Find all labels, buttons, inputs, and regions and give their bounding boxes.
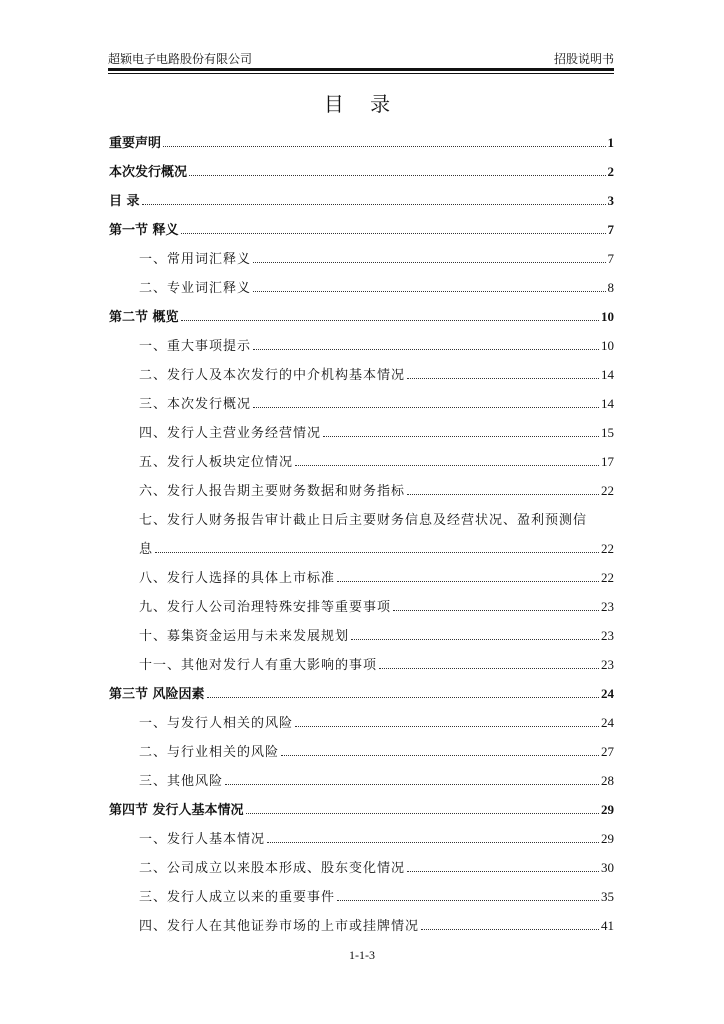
toc-dot-leader	[253, 262, 605, 263]
toc-dot-leader	[295, 465, 599, 466]
toc-dot-leader	[337, 900, 599, 901]
page-title: 目 录	[323, 92, 401, 116]
toc-entry-page: 24	[601, 686, 614, 701]
toc-dot-leader	[407, 494, 599, 495]
toc-entry-page: 29	[601, 802, 614, 817]
toc-entry-label: 三、其他风险	[139, 774, 224, 789]
toc-subsection-entry[interactable]	[109, 412, 614, 441]
toc-dot-leader	[155, 552, 599, 553]
toc-entry-page: 17	[601, 454, 614, 469]
toc-subsection-entry[interactable]	[109, 876, 614, 905]
header-company: 超颖电子电路股份有限公司	[108, 52, 253, 66]
toc-dot-leader	[393, 610, 599, 611]
toc-entry-page: 35	[601, 889, 614, 904]
toc-entry-page: 14	[601, 367, 614, 382]
toc-dot-leader	[246, 813, 599, 814]
toc-entry-label: 三、发行人成立以来的重要事件	[139, 890, 336, 905]
toc-subsection-entry[interactable]	[109, 354, 614, 383]
toc-entry-page: 30	[601, 860, 614, 875]
toc-entry-page: 3	[607, 193, 614, 208]
toc-entry-label: 五、发行人板块定位情况	[139, 455, 294, 470]
toc-subsection-entry[interactable]	[109, 528, 614, 557]
toc-entry-label: 第一节 释义	[109, 223, 179, 238]
toc-entry-page: 8	[607, 280, 614, 295]
toc-dot-leader	[421, 929, 599, 930]
toc-entry-page: 7	[607, 222, 614, 237]
toc-entry-page: 27	[601, 744, 614, 759]
toc-entry-label: 四、发行人主营业务经营情况	[139, 426, 322, 441]
toc-entry-label: 一、发行人基本情况	[139, 832, 266, 847]
toc-section-entry[interactable]	[109, 151, 614, 180]
toc-subsection-entry[interactable]	[109, 267, 614, 296]
toc-dot-leader	[407, 378, 599, 379]
toc-dot-leader	[225, 784, 599, 785]
toc-dot-leader	[189, 175, 605, 176]
toc-entry-page: 22	[601, 483, 614, 498]
toc-subsection-entry[interactable]	[109, 615, 614, 644]
toc-dot-leader	[407, 871, 599, 872]
toc-subsection-entry[interactable]	[109, 905, 614, 934]
toc-entry-label: 一、重大事项提示	[139, 339, 252, 354]
header-doc-type: 招股说明书	[553, 52, 614, 66]
toc-dot-leader	[181, 320, 599, 321]
toc-entry-label: 目 录	[109, 194, 140, 209]
toc-subsection-entry[interactable]	[109, 818, 614, 847]
toc-subsection-entry[interactable]	[109, 644, 614, 673]
toc-entry-page: 7	[607, 251, 614, 266]
toc-entry-label: 十一、其他对发行人有重大影响的事项	[139, 658, 378, 673]
toc-entry-page: 1	[607, 135, 614, 150]
toc-entry-page: 22	[601, 570, 614, 585]
page-header	[108, 50, 614, 68]
toc-entry-page: 41	[601, 918, 614, 933]
toc-section-entry[interactable]	[109, 122, 614, 151]
toc-subsection-entry[interactable]	[109, 441, 614, 470]
toc-entry-label: 三、本次发行概况	[139, 397, 252, 412]
toc-entry-page: 22	[601, 541, 614, 556]
toc-subsection-entry[interactable]	[109, 325, 614, 354]
toc-subsection-entry[interactable]	[109, 383, 614, 412]
toc-subsection-entry[interactable]	[109, 702, 614, 731]
toc-entry-page: 23	[601, 628, 614, 643]
toc-entry-page: 10	[601, 309, 614, 324]
toc-entry-label: 重要声明	[109, 136, 162, 151]
toc-entry-label: 二、专业词汇释义	[139, 281, 252, 296]
toc-entry-label: 四、发行人在其他证券市场的上市或挂牌情况	[139, 919, 420, 934]
toc-entry-label: 一、常用词汇释义	[139, 252, 252, 267]
toc-entry-page: 10	[601, 338, 614, 353]
toc-dot-leader	[253, 291, 605, 292]
toc-subsection-entry[interactable]	[109, 731, 614, 760]
toc-dot-leader	[253, 349, 599, 350]
toc-subsection-entry[interactable]	[109, 760, 614, 789]
toc-entry-page: 2	[607, 164, 614, 179]
toc-entry-label: 息	[139, 542, 154, 557]
toc-dot-leader	[337, 581, 599, 582]
toc-entry-page: 24	[601, 715, 614, 730]
header-rule-thin	[108, 73, 614, 74]
toc-entry-label: 九、发行人公司治理特殊安排等重要事项	[139, 600, 392, 615]
toc-entry-label: 本次发行概况	[109, 165, 188, 180]
toc-section-entry[interactable]	[109, 673, 614, 702]
toc-entry-label: 第三节 风险因素	[109, 687, 205, 702]
toc-dot-leader	[281, 755, 599, 756]
toc-section-entry[interactable]	[109, 296, 614, 325]
toc-entry-page: 28	[601, 773, 614, 788]
table-of-contents	[109, 122, 614, 934]
toc-dot-leader	[142, 204, 606, 205]
toc-subsection-entry[interactable]	[109, 470, 614, 499]
toc-section-entry[interactable]	[109, 209, 614, 238]
toc-entry-label: 八、发行人选择的具体上市标准	[139, 571, 336, 586]
toc-entry-page: 23	[601, 657, 614, 672]
toc-dot-leader	[351, 639, 599, 640]
toc-entry-label: 一、与发行人相关的风险	[139, 716, 294, 731]
toc-entry-wrapped-line[interactable]: 七、发行人财务报告审计截止日后主要财务信息及经营状况、盈利预测信	[139, 513, 588, 528]
toc-section-entry[interactable]	[109, 789, 614, 818]
header-rule-thick	[108, 68, 614, 71]
toc-dot-leader	[379, 668, 599, 669]
toc-entry-page: 14	[601, 396, 614, 411]
toc-entry-label: 二、与行业相关的风险	[139, 745, 280, 760]
toc-subsection-entry[interactable]	[109, 586, 614, 615]
toc-dot-leader	[253, 407, 599, 408]
toc-section-entry[interactable]	[109, 180, 614, 209]
toc-subsection-entry[interactable]	[109, 847, 614, 876]
page-number: 1-1-3	[349, 948, 375, 962]
toc-entry-page: 15	[601, 425, 614, 440]
toc-dot-leader	[181, 233, 606, 234]
toc-dot-leader	[323, 436, 599, 437]
toc-entry-label: 六、发行人报告期主要财务数据和财务指标	[139, 484, 406, 499]
toc-dot-leader	[163, 146, 605, 147]
toc-entry-label: 二、发行人及本次发行的中介机构基本情况	[139, 368, 406, 383]
toc-entry-page: 23	[601, 599, 614, 614]
toc-dot-leader	[295, 726, 599, 727]
toc-entry-label: 第四节 发行人基本情况	[109, 803, 244, 818]
toc-subsection-entry[interactable]	[109, 238, 614, 267]
toc-entry-label: 十、募集资金运用与未来发展规划	[139, 629, 350, 644]
toc-entry-label: 二、公司成立以来股本形成、股东变化情况	[139, 861, 406, 876]
toc-entry-label: 第二节 概览	[109, 310, 179, 325]
toc-subsection-entry[interactable]	[109, 557, 614, 586]
toc-dot-leader	[207, 697, 599, 698]
toc-dot-leader	[267, 842, 599, 843]
toc-entry-page: 29	[601, 831, 614, 846]
